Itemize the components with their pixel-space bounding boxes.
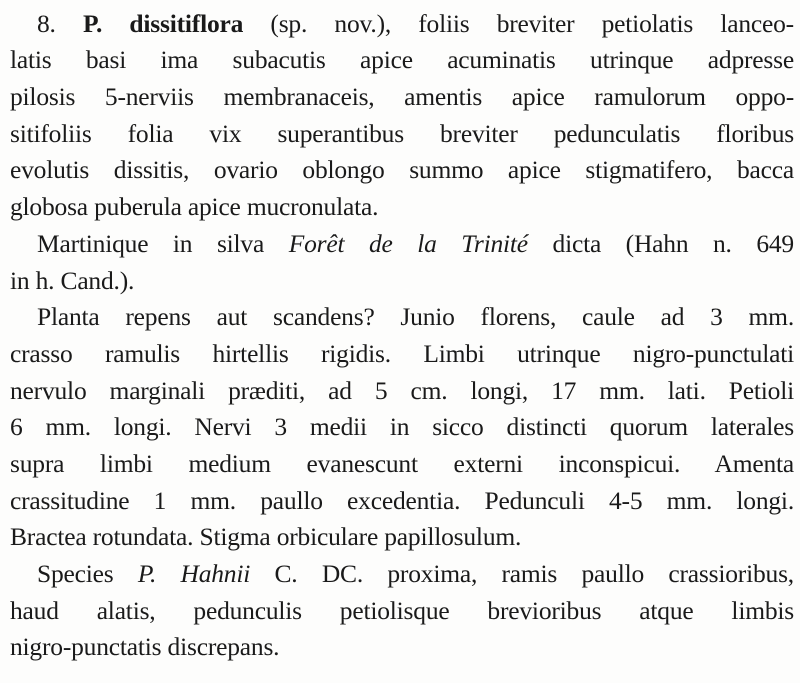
text-line-6: globosa puberula apice mucronulata. [10,192,379,221]
line-text: Species [37,559,114,588]
text-line-13: supra limbi medium evanescunt externi inconspicui. Amenta [10,449,794,478]
text-line-16 [37,558,794,589]
text-line-10: crasso ramulis hirtellis rigidis. Limbi utrinque nigro-punctulati [10,339,794,368]
text-line-4: sitifoliis folia vix superantibus breviter pedunculatis floribus [10,119,794,148]
species-reference: P. Hahnii [137,559,251,588]
text-line-3: pilosis 5-nerviis membranaceis, amentis apice ramulorum oppo- [10,82,794,111]
line-text: dicta (Hahn n. 649 [552,229,794,258]
line-text: Martinique in silva [37,229,265,258]
species-name: P. dissitiflora [82,9,244,38]
line-text: (sp. nov.), foliis breviter petiolatis lanceo- [270,9,794,38]
text-line-5: evolutis dissitis, ovario oblongo summo apice stigmatifero, bacca [10,155,794,184]
text-line-12: 6 mm. longi. Nervi 3 medii in sicco distincti quorum laterales [10,412,794,441]
text-line-18: nigro-punctatis discrepans. [10,632,280,661]
text-line-7 [37,228,794,259]
locality-name: Forêt de la Trinité [288,229,528,258]
text-line-2: latis basi ima subacutis apice acuminatis utrinque adpresse [10,45,794,74]
species-number: 8. [37,9,56,38]
text-line-11: nervulo marginali præditi, ad 5 cm. longi, 17 mm. lati. Petioli [10,376,794,405]
text-line-17: haud alatis, pedunculis petiolisque brevioribus atque limbis [10,596,794,625]
text-line-15: Bractea rotundata. Stigma orbiculare papillosulum. [10,522,522,551]
text-line-8: in h. Cand.). [10,266,135,295]
line-text: C. DC. proxima, ramis paullo crassioribus, [274,559,794,588]
text-line-14: crassitudine 1 mm. paullo excedentia. Pedunculi 4-5 mm. longi. [10,486,794,515]
text-line-9: Planta repens aut scandens? Junio florens, caule ad 3 mm. [37,302,794,331]
text-line-1 [37,8,794,39]
